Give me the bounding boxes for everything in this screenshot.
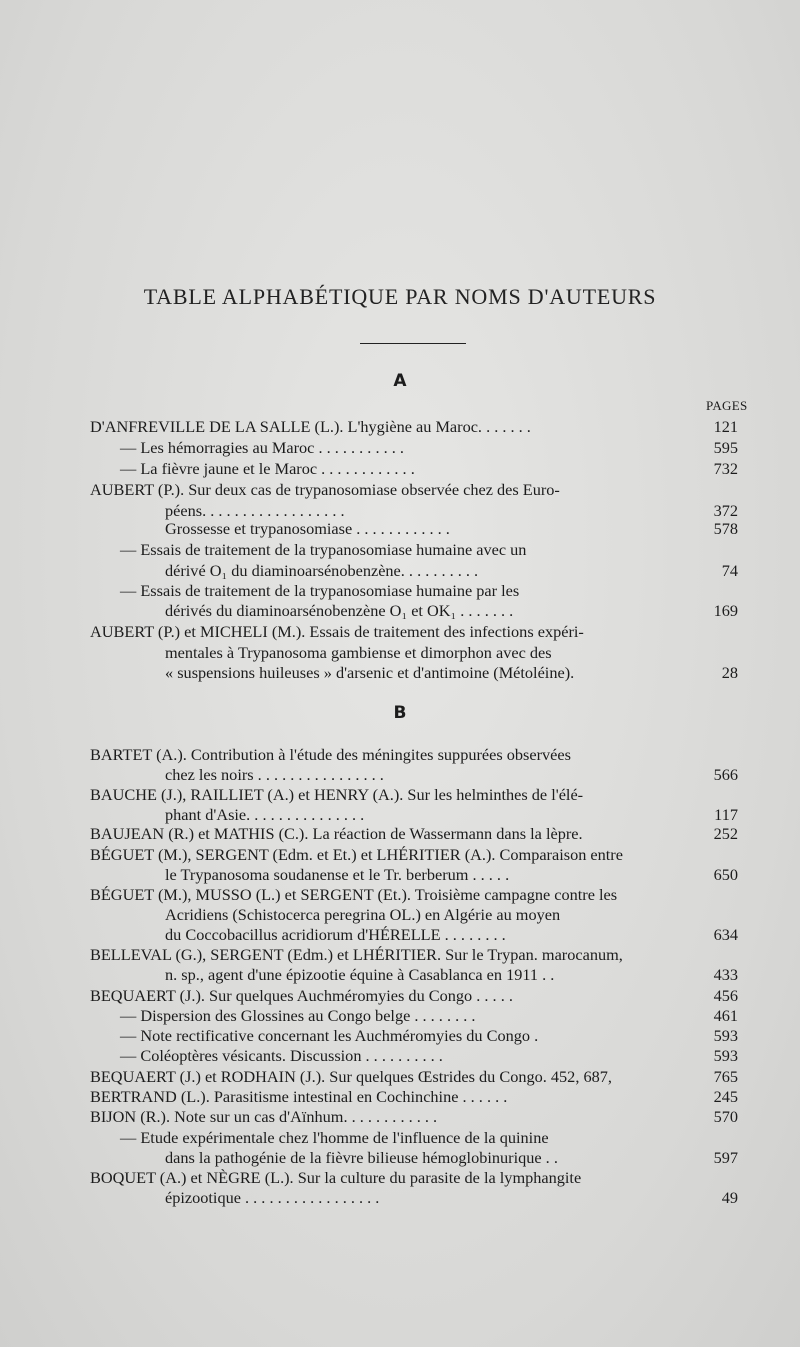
entry-text: — Dispersion des Glossines au Congo belge . . . . . . . . xyxy=(120,1006,476,1025)
page-number: 372 xyxy=(713,501,738,520)
index-line xyxy=(90,621,738,642)
page-number: 595 xyxy=(713,438,738,457)
index-line xyxy=(165,764,738,785)
entry-text: BOQUET (A.) et NÈGRE (L.). Sur la culture du parasite de la lymphangite xyxy=(90,1168,582,1187)
pages-column-header: PAGES xyxy=(706,398,748,413)
page-number: 49 xyxy=(721,1188,738,1207)
entry-text: mentales à Trypanosoma gambiense et dimorphon avec des xyxy=(165,643,552,662)
index-line xyxy=(120,539,738,560)
page-number: 732 xyxy=(713,459,738,478)
index-line xyxy=(165,904,738,925)
index-line xyxy=(90,1086,738,1107)
section-letter-a: A xyxy=(393,371,407,391)
entry-text: péens. . . . . . . . . . . . . . . . . . xyxy=(165,501,345,520)
page-number: 169 xyxy=(713,601,738,620)
entry-text: « suspensions huileuses » d'arsenic et d'antimoine (Métoléine). xyxy=(165,663,575,682)
entry-text: BEQUAERT (J.) et RODHAIN (J.). Sur quelques Œstrides du Congo. 452, 687, xyxy=(90,1067,612,1086)
index-line xyxy=(165,1147,738,1168)
index-line xyxy=(165,518,738,539)
index-line xyxy=(90,985,738,1006)
entry-text: le Trypanosoma soudanense et le Tr. berberum . . . . . xyxy=(165,865,510,884)
entry-text: — Coléoptères vésicants. Discussion . . . . . . . . . . xyxy=(120,1046,443,1065)
index-line xyxy=(90,1066,738,1087)
page-number: 765 xyxy=(713,1067,738,1086)
index-line xyxy=(90,1106,738,1127)
entry-text: — Essais de traitement de la trypanosomiase humaine par les xyxy=(120,581,520,600)
index-line xyxy=(120,437,738,458)
page-number: 593 xyxy=(713,1046,738,1065)
title-divider xyxy=(360,343,466,344)
page-number: 461 xyxy=(713,1006,738,1025)
index-line xyxy=(165,864,738,885)
index-line xyxy=(90,744,738,765)
page-number: 117 xyxy=(714,805,738,824)
entry-text: — Les hémorragies au Maroc . . . . . . . . . . . xyxy=(120,438,404,457)
entry-text: — Etude expérimentale chez l'homme de l'influence de la quinine xyxy=(120,1128,549,1147)
entry-text: BAUJEAN (R.) et MATHIS (C.). La réaction de Wassermann dans la lèpre. xyxy=(90,824,583,843)
entry-text: BÉGUET (M.), MUSSO (L.) et SERGENT (Et.). Troisième campagne contre les xyxy=(90,885,618,904)
index-line xyxy=(90,944,738,965)
entry-text: AUBERT (P.). Sur deux cas de trypanosomiase observée chez des Euro- xyxy=(90,480,560,499)
entry-text: BAUCHE (J.), RAILLIET (A.) et HENRY (A.). Sur les helminthes de l'élé- xyxy=(90,785,584,804)
index-line xyxy=(90,884,738,905)
page-number: 252 xyxy=(713,824,738,843)
page-number: 566 xyxy=(713,765,738,784)
entry-text: BELLEVAL (G.), SERGENT (Edm.) et LHÉRITIER. Sur le Trypan. marocanum, xyxy=(90,945,623,964)
page-number: 650 xyxy=(713,865,738,884)
entry-text: dérivés du diaminoarsénobenzène O₁ et OK₁ . . . . . . . xyxy=(165,601,514,620)
index-line xyxy=(90,784,738,805)
index-line xyxy=(120,458,738,479)
page-number: 245 xyxy=(713,1087,738,1106)
entry-text: dérivé O₁ du diaminoarsénobenzène. . . . . . . . . . xyxy=(165,561,479,580)
section-letter-b: B xyxy=(393,703,407,723)
index-line xyxy=(165,964,738,985)
index-line xyxy=(165,642,738,663)
entry-text: Grossesse et trypanosomiase . . . . . . . . . . . . xyxy=(165,519,450,538)
index-line xyxy=(90,479,738,500)
page-number: 597 xyxy=(713,1148,738,1167)
entry-text: BEQUAERT (J.). Sur quelques Auchméromyies du Congo . . . . . xyxy=(90,986,513,1005)
index-line xyxy=(165,804,738,825)
entry-text: épizootique . . . . . . . . . . . . . . . . . xyxy=(165,1188,380,1207)
index-line xyxy=(120,580,738,601)
page-number: 578 xyxy=(713,519,738,538)
entry-text: — Essais de traitement de la trypanosomiase humaine avec un xyxy=(120,540,527,559)
entry-text: dans la pathogénie de la fièvre bilieuse hémoglobinurique . . xyxy=(165,1148,558,1167)
page-title: TABLE ALPHABÉTIQUE PAR NOMS D'AUTEURS xyxy=(143,284,657,309)
entry-text: — Note rectificative concernant les Auchméromyies du Congo . xyxy=(120,1026,539,1045)
index-line xyxy=(90,1167,738,1188)
page-number: 593 xyxy=(713,1026,738,1045)
index-line xyxy=(90,844,738,865)
page-number: 456 xyxy=(713,986,738,1005)
index-line xyxy=(120,1005,738,1026)
entry-text: n. sp., agent d'une épizootie équine à Casablanca en 1911 . . xyxy=(165,965,555,984)
entry-text: AUBERT (P.) et MICHELI (M.). Essais de traitement des infections expéri- xyxy=(90,622,584,641)
entry-text: D'ANFREVILLE DE LA SALLE (L.). L'hygiène au Maroc. . . . . . . xyxy=(90,417,531,436)
entry-text: phant d'Asie. . . . . . . . . . . . . . . xyxy=(165,805,365,824)
index-line xyxy=(120,1127,738,1148)
entry-text: Acridiens (Schistocerca peregrina OL.) en Algérie au moyen xyxy=(165,905,561,924)
entry-text: BÉGUET (M.), SERGENT (Edm. et Et.) et LHÉRITIER (A.). Comparaison entre xyxy=(90,845,623,864)
index-line xyxy=(165,600,738,621)
page-number: 74 xyxy=(721,561,738,580)
entry-text: BIJON (R.). Note sur un cas d'Aïnhum. . . . . . . . . . . . xyxy=(90,1107,438,1126)
entry-text: chez les noirs . . . . . . . . . . . . . . . . xyxy=(165,765,384,784)
index-line xyxy=(120,1045,738,1066)
entry-text: BARTET (A.). Contribution à l'étude des méningites suppurées observées xyxy=(90,745,571,764)
page-number: 433 xyxy=(713,965,738,984)
entry-text: du Coccobacillus acridiorum d'HÉRELLE . . . . . . . . xyxy=(165,925,506,944)
entry-text: BERTRAND (L.). Parasitisme intestinal en Cochinchine . . . . . . xyxy=(90,1087,508,1106)
entry-text: — La fièvre jaune et le Maroc . . . . . . . . . . . . xyxy=(120,459,415,478)
index-line xyxy=(120,1025,738,1046)
page-number: 634 xyxy=(713,925,738,944)
index-line xyxy=(90,416,738,437)
index-line xyxy=(90,823,738,844)
index-line xyxy=(165,1187,738,1208)
page-number: 570 xyxy=(713,1107,738,1126)
page-number: 28 xyxy=(721,663,738,682)
index-line xyxy=(165,560,738,581)
index-line xyxy=(165,662,738,683)
index-line xyxy=(165,924,738,945)
page-number: 121 xyxy=(713,417,738,436)
